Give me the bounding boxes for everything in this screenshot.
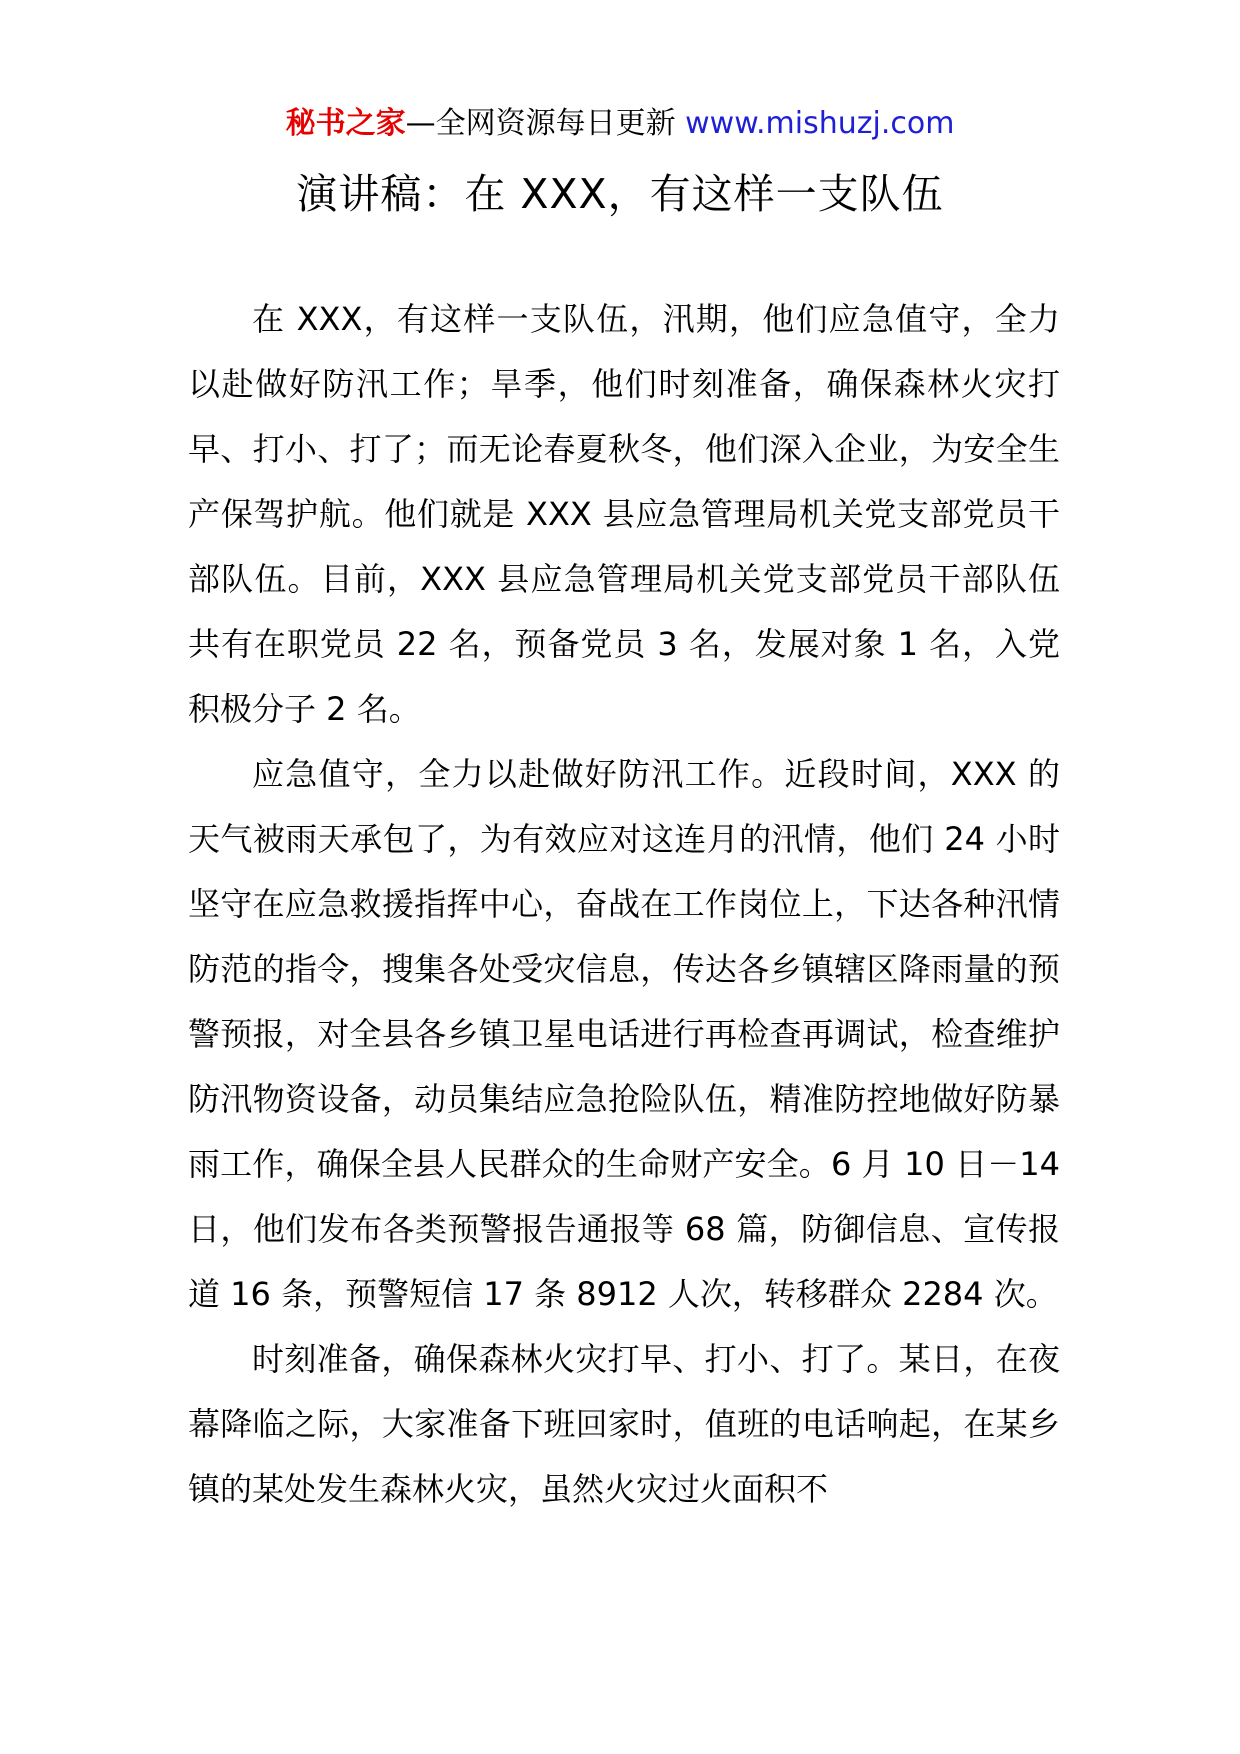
site-url-link[interactable]: www.mishuzj.com bbox=[685, 106, 955, 141]
document-body bbox=[188, 287, 1060, 1522]
document-title: 演讲稿：在 XXX，有这样一支队伍 bbox=[296, 170, 944, 218]
paragraph-1: 在 XXX，有这样一支队伍，汛期，他们应急值守，全力以赴做好防汛工作；旱季，他们时刻准备，确保森林火灾打早、打小、打了；而无论春夏秋冬，他们深入企业，为安全生产保驾护航。他们就是 XXX 县应急管理局机关党支部党员干部队伍。目前，XXX 县应急管理局机关党支部党员干部队伍共有在职党员 22 名，预备党员 3 名，发展对象 1 名，入党积极分子 2 名。 bbox=[188, 300, 1060, 728]
site-header bbox=[0, 101, 1240, 147]
site-slogan: —全网资源每日更新 bbox=[405, 106, 686, 141]
paragraph-2: 应急值守，全力以赴做好防汛工作。近段时间，XXX 的天气被雨天承包了，为有效应对这连月的汛情，他们 24 小时坚守在应急救援指挥中心，奋战在工作岗位上，下达各种汛情防范的指令，搜集各处受灾信息，传达各乡镇辖区降雨量的预警预报，对全县各乡镇卫星电话进行再检查再调试，检查维护防汛物资设备，动员集结应急抢险队伍，精准防控地做好防暴雨工作，确保全县人民群众的生命财产安全。6 月 10 日－14 日，他们发布各类预警报告通报等 68 篇，防御信息、宣传报道 16 条，预警短信 17 条 8912 人次，转移群众 2284 次。 bbox=[188, 755, 1060, 1313]
paragraph-3: 时刻准备，确保森林火灾打早、打小、打了。某日，在夜幕降临之际，大家准备下班回家时，值班的电话响起，在某乡镇的某处发生森林火灾，虽然火灾过火面积不 bbox=[188, 1340, 1060, 1508]
site-brand: 秘书之家 bbox=[285, 106, 406, 141]
